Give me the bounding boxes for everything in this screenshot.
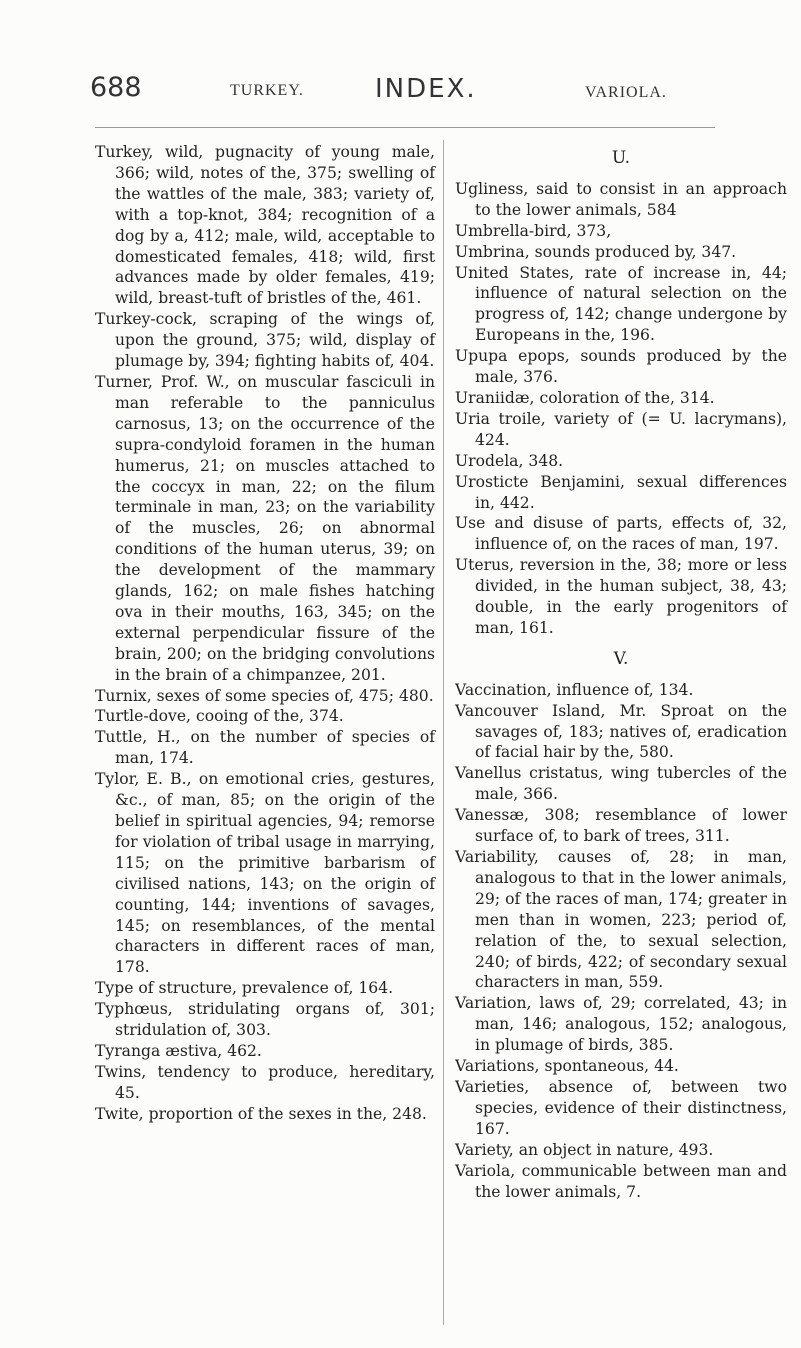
section-letter-v: V. (613, 648, 629, 669)
index-entry: Umbrella-bird, 373, (455, 221, 612, 240)
index-entry: Variola, communicable between man and the lower animals, 7. (455, 1161, 787, 1201)
left-column (95, 142, 435, 1125)
left-running-head: TURKEY. (230, 82, 304, 99)
index-entry: Use and disuse of parts, effects of, 32, influence of, on the races of man, 197. (455, 514, 787, 554)
column-divider (443, 140, 444, 1325)
index-entry: Upupa epops, sounds produced by the male, 376. (455, 347, 787, 387)
index-entry: Twins, tendency to produce, hereditary, 45. (95, 1062, 435, 1102)
page-number: 688 (90, 72, 142, 103)
index-entry: Urodela, 348. (455, 451, 564, 470)
index-entry: Vanellus cristatus, wing tubercles of the male, 366. (455, 764, 787, 804)
right-column (455, 142, 787, 1202)
index-entry: Tyranga æstiva, 462. (95, 1041, 262, 1060)
index-entry: Uterus, reversion in the, 38; more or less divided, in the human subject, 38, 43; double, in the early progenitors of man, 161. (455, 556, 787, 637)
index-entry: Twite, proportion of the sexes in the, 248. (95, 1104, 427, 1123)
index-entry: Typhœus, stridulating organs of, 301; stridulation of, 303. (95, 1000, 435, 1040)
index-entry: Tylor, E. B., on emotional cries, gestures, &c., of man, 85; on the origin of the belief in spiritual agencies, 94; remorse for violation of tribal usage in marrying, 115; on the primitive barbarism of civilised nations, 143; on the origin of counting, 144; inventions of savages, 145; on resemblances, of the mental characters in different races of man, 178. (95, 770, 435, 977)
index-entry: Ugliness, said to consist in an approach to the lower animals, 584 (455, 179, 787, 219)
index-entry: Umbrina, sounds produced by, 347. (455, 242, 737, 261)
index-entry: Varieties, absence of, between two species, evidence of their distinctness, 167. (455, 1077, 787, 1138)
index-entry: Variation, laws of, 29; correlated, 43; in man, 146; analogous, 152; analogous, in plumage of birds, 385. (455, 994, 787, 1055)
index-entry: Turnix, sexes of some species of, 475; 480. (95, 686, 434, 705)
index-entry: Turtle-dove, cooing of the, 374. (95, 707, 344, 726)
index-entry: Turner, Prof. W., on muscular fasciculi in man referable to the panniculus carnosus, 13; on the occurrence of the supra-condyloid foramen in the human humerus, 21; on muscles attached to the coccyx in man, 22; on the filum terminale in man, 23; on the variability of the muscles, 26; on abnormal conditions of the human uterus, 39; on the development of the mammary glands, 162; on male fishes hatching ova in their mouths, 163, 345; on the external perpendicular fissure of the brain, 200; on the bridging convolutions in the brain of a chimpanzee, 201. (95, 372, 435, 684)
index-entry: Uria troile, variety of (= U. lacrymans), 424. (455, 409, 787, 449)
index-entry: Vaccination, influence of, 134. (455, 680, 694, 699)
page-header (0, 0, 801, 120)
index-entry: Tuttle, H., on the number of species of man, 174. (95, 728, 435, 768)
index-entry: Urosticte Benjamini, sexual differences in, 442. (455, 472, 787, 512)
index-entry: Turkey, wild, pugnacity of young male, 366; wild, notes of the, 375; swelling of the wattles of the male, 383; variety of, with a top-knot, 384; recognition of a dog by a, 412; male, wild, acceptable to domesticated females, 418; wild, first advances made by older females, 419; wild, breast-tuft of bristles of the, 461. (95, 143, 435, 308)
index-entry: Variations, spontaneous, 44. (455, 1057, 679, 1076)
index-entry: Turkey-cock, scraping of the wings of, upon the ground, 375; wild, display of plumage by, 394; fighting habits of, 404. (95, 310, 435, 371)
index-entry: Variety, an object in nature, 493. (455, 1140, 714, 1159)
section-letter-u: U. (611, 148, 631, 168)
index-entry: Variability, causes of, 28; in man, analogous to that in the lower animals, 29; of the races of man, 174; greater in men than in women, 223; period of, relation of the, to sexual selection, 240; of birds, 422; of secondary sexual characters in man, 559. (455, 848, 787, 992)
center-running-head: INDEX. (375, 74, 477, 104)
index-entry: Vancouver Island, Mr. Sproat on the savages of, 183; natives of, eradication of facial hair by the, 580. (455, 701, 787, 762)
index-entry: Type of structure, prevalence of, 164. (95, 979, 394, 998)
index-entry: Vanessæ, 308; resemblance of lower surface of, to bark of trees, 311. (455, 806, 787, 846)
index-entry: Uraniidæ, coloration of the, 314. (455, 388, 715, 407)
right-running-head: VARIOLA. (585, 84, 667, 101)
index-entry: United States, rate of increase in, 44; influence of natural selection on the progress of, 142; change undergone by Europeans in the, 196. (455, 263, 787, 345)
header-rule (95, 127, 715, 128)
